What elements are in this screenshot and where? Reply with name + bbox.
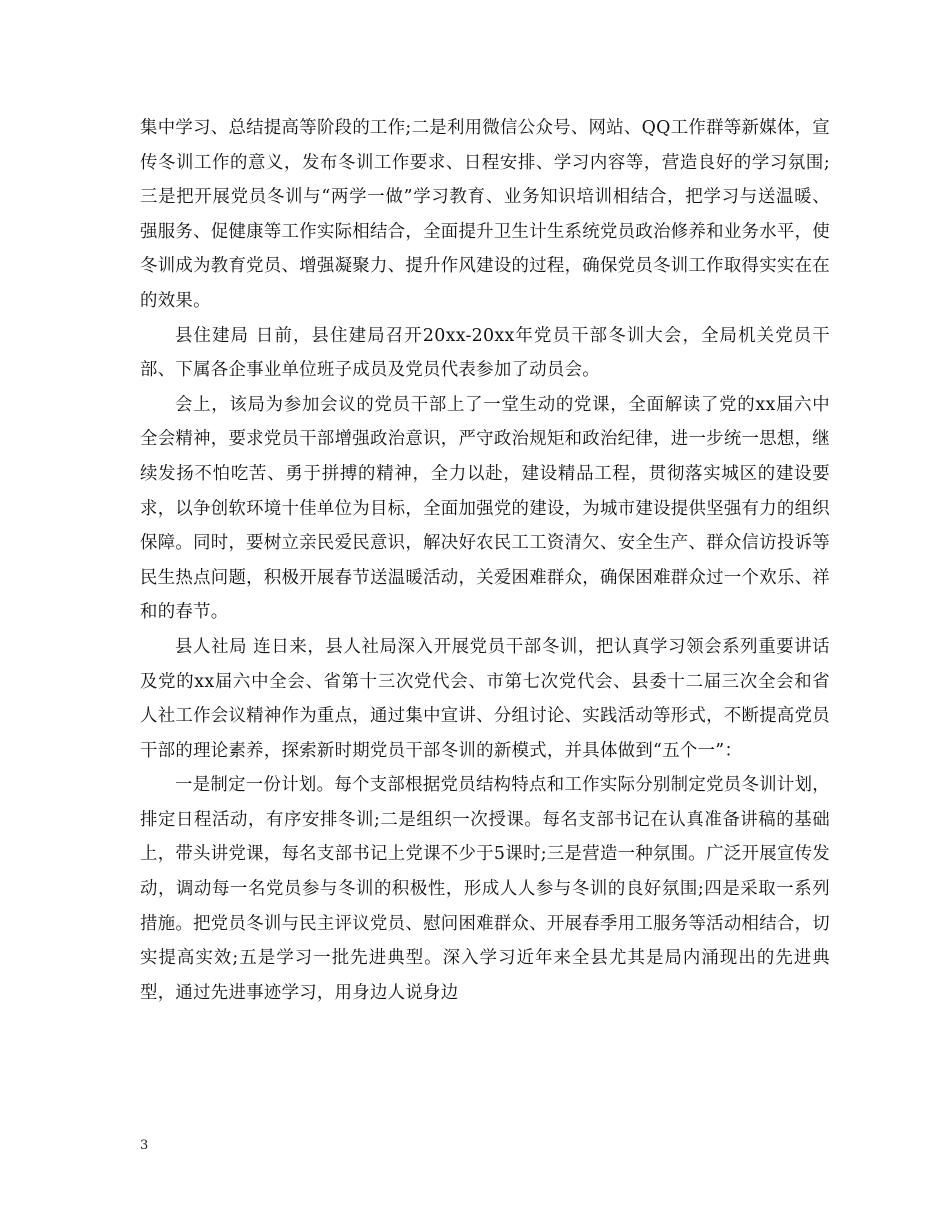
paragraph-2: 县住建局 日前，县住建局召开20xx-20xx年党员干部冬训大会，全局机关党员干部、下属各企事业单位班子成员及党员代表参加了动员会。 <box>140 325 830 381</box>
paragraph-4: 县人社局 连日来，县人社局深入开展党员干部冬训，把认真学习领会系列重要讲话及党的xx届六中全会、省第十三次党代会、市第七次党代会、县委十二届三次全会和省人社工作会议精神作为重点，通过集中宣讲、分组讨论、实践活动等形式，不断提高党员干部的理论素养，探索新时期党员干部冬训的新模式，并具体做到“五个一”： <box>140 636 830 761</box>
paragraph-5: 一是制定一份计划。每个支部根据党员结构特点和工作实际分别制定党员冬训计划，排定日程活动，有序安排冬训;二是组织一次授课。每名支部书记在认真准备讲稿的基础上，带头讲党课，每名支部书记上党课不少于5课时;三是营造一种氛围。广泛开展宣传发动，调动每一名党员参与冬训的积极性，形成人人参与冬训的良好氛围;四是采取一系列措施。把党员冬训与民主评议党员、慰问困难群众、开展春季用工服务等活动相结合，切实提高实效;五是学习一批先进典型。深入学习近年来全县尤其是局内涌现出的先进典型，通过先进事迹学习，用身边人说身边 <box>140 775 830 1003</box>
paragraph-1: 集中学习、总结提高等阶段的工作;二是利用微信公众号、网站、QQ工作群等新媒体，宣传冬训工作的意义，发布冬训工作要求、日程安排、学习内容等，营造良好的学习氛围;三是把开展党员冬训与“两学一做”学习教育、业务知识培训相结合，把学习与送温暖、强服务、促健康等工作实际相结合，全面提升卫生计生系统党员政治修养和业务水平，使冬训成为教育党员、增强凝聚力、提升作风建设的过程，确保党员冬训工作取得实实在在的效果。 <box>140 118 830 311</box>
document-body <box>140 111 830 1010</box>
page-number: 3 <box>140 1138 149 1153</box>
paragraph-3: 会上，该局为参加会议的党员干部上了一堂生动的党课，全面解读了党的xx届六中全会精神，要求党员干部增强政治意识，严守政治规矩和政治纪律，进一步统一思想，继续发扬不怕吃苦、勇于拼搏的精神，全力以赴，建设精品工程，贯彻落实城区的建设要求，以争创软环境十佳单位为目标，全面加强党的建设，为城市建设提供坚强有力的组织保障。同时，要树立亲民爱民意识，解决好农民工工资清欠、安全生产、群众信访投诉等民生热点问题，积极开展春节送温暖活动，关爱困难群众，确保困难群众过一个欢乐、祥和的春节。 <box>140 394 830 623</box>
